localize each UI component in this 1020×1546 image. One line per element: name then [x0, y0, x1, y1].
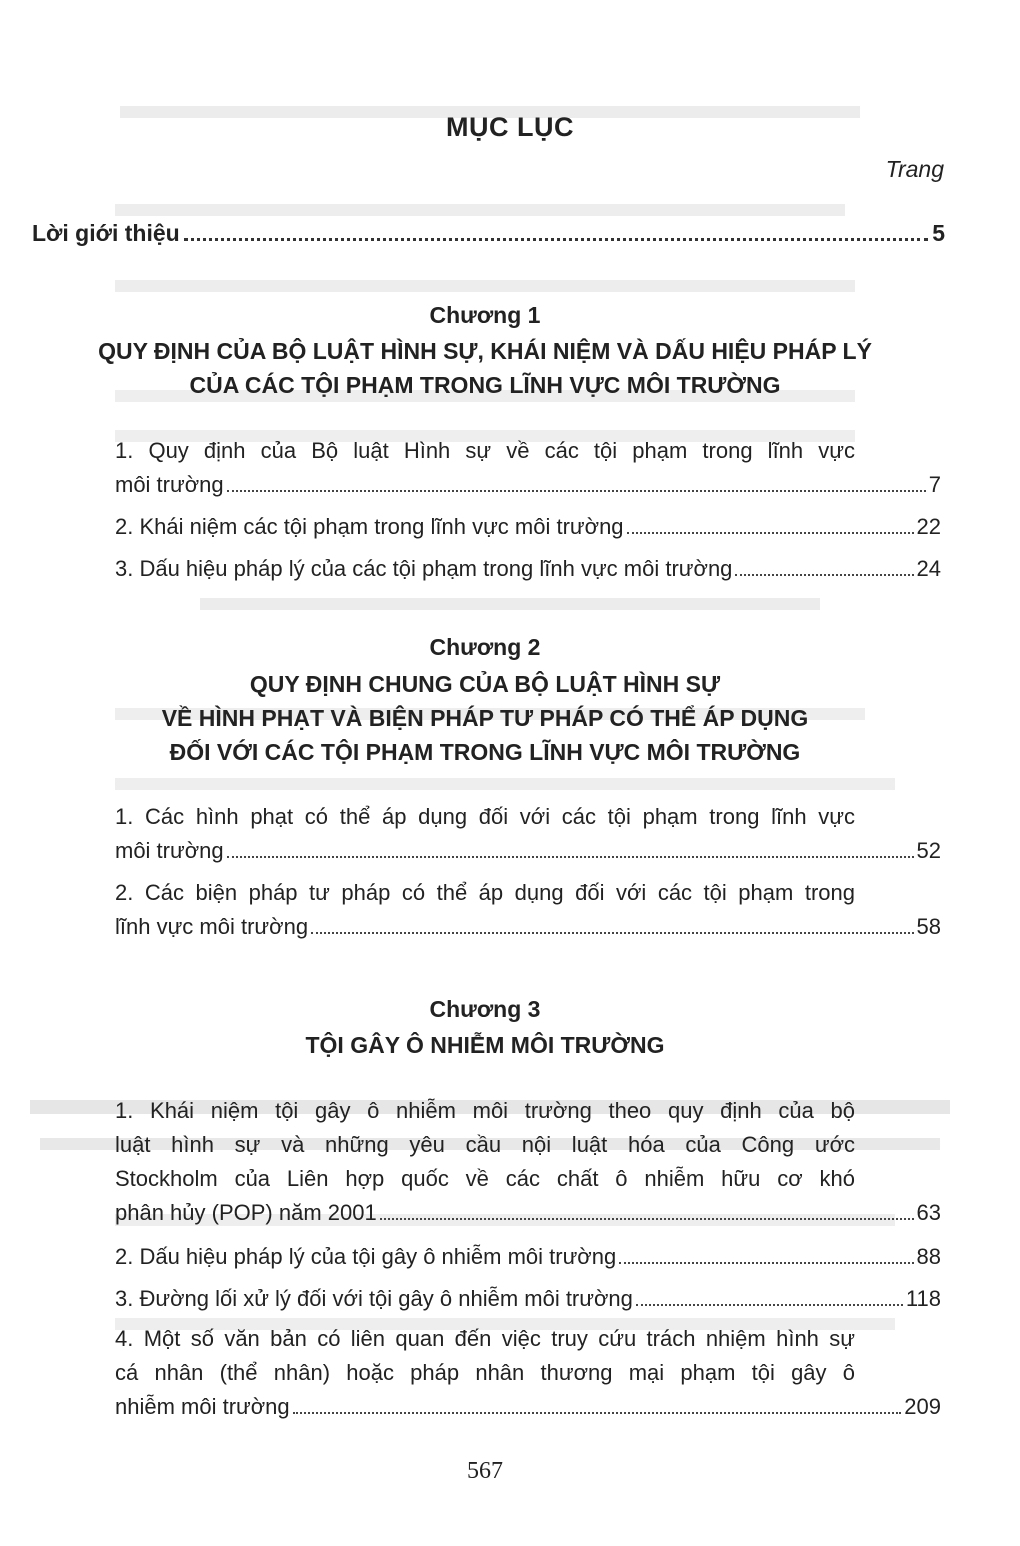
leader-dots	[227, 856, 914, 858]
toc-entry[interactable]	[115, 552, 941, 586]
toc-entry[interactable]	[115, 1322, 941, 1424]
leader-dots	[636, 1304, 903, 1306]
toc-entry-line: 1. Quy định của Bộ luật Hình sự về các tội phạm trong lĩnh vực	[115, 438, 855, 463]
toc-entry-page: 58	[916, 914, 941, 939]
toc-entry-page: 88	[916, 1244, 941, 1269]
toc-entry-line: Stockholm của Liên hợp quốc về các chất ô nhiễm hữu cơ khó	[115, 1166, 855, 1191]
toc-entry[interactable]	[115, 1240, 941, 1274]
chapter-1-title	[0, 334, 970, 402]
page-column-label: Trang	[885, 156, 944, 182]
toc-entry-line: luật hình sự và những yêu cầu nội luật hóa của Công ước	[115, 1132, 855, 1157]
toc-entry[interactable]	[115, 434, 941, 502]
toc-entry-page: 22	[916, 514, 941, 539]
leader-dots	[227, 490, 926, 492]
toc-entry[interactable]	[115, 876, 941, 944]
leader-dots	[380, 1218, 914, 1220]
toc-entry-text: 2. Khái niệm các tội phạm trong lĩnh vực môi trường	[115, 514, 624, 539]
toc-entry-page: 118	[905, 1286, 941, 1311]
chapter-title-line: VỀ HÌNH PHẠT VÀ BIỆN PHÁP TƯ PHÁP CÓ THỂ ÁP DỤNG	[161, 705, 809, 731]
leader-dots	[619, 1262, 913, 1264]
chapter-title-line: TỘI GÂY Ô NHIỄM MÔI TRƯỜNG	[305, 1032, 665, 1058]
toc-entry[interactable]	[115, 1094, 941, 1230]
chapter-1-label: Chương 1	[429, 302, 541, 328]
chapter-3-title	[0, 1028, 970, 1062]
leader-dots	[735, 574, 913, 576]
toc-entry-line: 1. Các hình phạt có thể áp dụng đối với các tội phạm trong lĩnh vực	[115, 804, 855, 829]
toc-entry-text: lĩnh vực môi trường	[115, 914, 309, 939]
toc-entry-page: 52	[916, 838, 941, 863]
chapter-title-line: QUY ĐỊNH CỦA BỘ LUẬT HÌNH SỰ, KHÁI NIỆM VÀ DẤU HIỆU PHÁP LÝ	[98, 338, 872, 364]
toc-entry-text: 3. Đường lối xử lý đối với tội gây ô nhiễm môi trường	[115, 1286, 633, 1311]
toc-entry-line: 1. Khái niệm tội gây ô nhiễm môi trường theo quy định của bộ	[115, 1098, 855, 1123]
chapter-title-line: CỦA CÁC TỘI PHẠM TRONG LĨNH VỰC MÔI TRƯỜNG	[189, 372, 781, 398]
toc-entry-text: phân hủy (POP) năm 2001	[115, 1200, 377, 1225]
toc-entry-page: 24	[916, 556, 941, 581]
toc-entry-page: 7	[928, 472, 941, 497]
toc-entry-text: môi trường	[115, 472, 224, 497]
toc-entry-line: cá nhân (thể nhân) hoặc pháp nhân thương mại phạm tội gây ô	[115, 1360, 855, 1385]
toc-entry-text: nhiễm môi trường	[115, 1394, 290, 1419]
toc-entry-page: 209	[904, 1394, 941, 1419]
toc-entry[interactable]	[115, 1282, 941, 1316]
toc-entry[interactable]	[115, 800, 941, 868]
chapter-3-label: Chương 3	[429, 996, 541, 1022]
leader-dots	[184, 238, 929, 241]
toc-entry-page: 5	[932, 220, 945, 246]
toc-title: MỤC LỤC	[446, 112, 574, 142]
toc-entry-text: 2. Dấu hiệu pháp lý của tội gây ô nhiễm môi trường	[115, 1244, 617, 1269]
toc-entry-line: 4. Một số văn bản có liên quan đến việc truy cứu trách nhiệm hình sự	[115, 1326, 855, 1351]
chapter-title-line: QUY ĐỊNH CHUNG CỦA BỘ LUẬT HÌNH SỰ	[249, 671, 721, 697]
toc-entry-label: Lời giới thiệu	[32, 220, 180, 246]
toc-entry-text: 3. Dấu hiệu pháp lý của các tội phạm trong lĩnh vực môi trường	[115, 556, 733, 581]
leader-dots	[311, 932, 913, 934]
toc-entry-intro[interactable]	[32, 220, 945, 247]
leader-dots	[627, 532, 914, 534]
page-number: 567	[467, 1458, 503, 1484]
chapter-2-title	[0, 667, 970, 769]
toc-entry-page: 63	[916, 1200, 941, 1225]
toc-entry-text: môi trường	[115, 838, 224, 863]
toc-entry-line: 2. Các biện pháp tư pháp có thể áp dụng đối với các tội phạm trong	[115, 880, 855, 905]
toc-entry[interactable]	[115, 510, 941, 544]
leader-dots	[293, 1412, 902, 1414]
chapter-title-line: ĐỐI VỚI CÁC TỘI PHẠM TRONG LĨNH VỰC MÔI TRƯỜNG	[169, 739, 801, 765]
chapter-2-label: Chương 2	[429, 634, 541, 660]
